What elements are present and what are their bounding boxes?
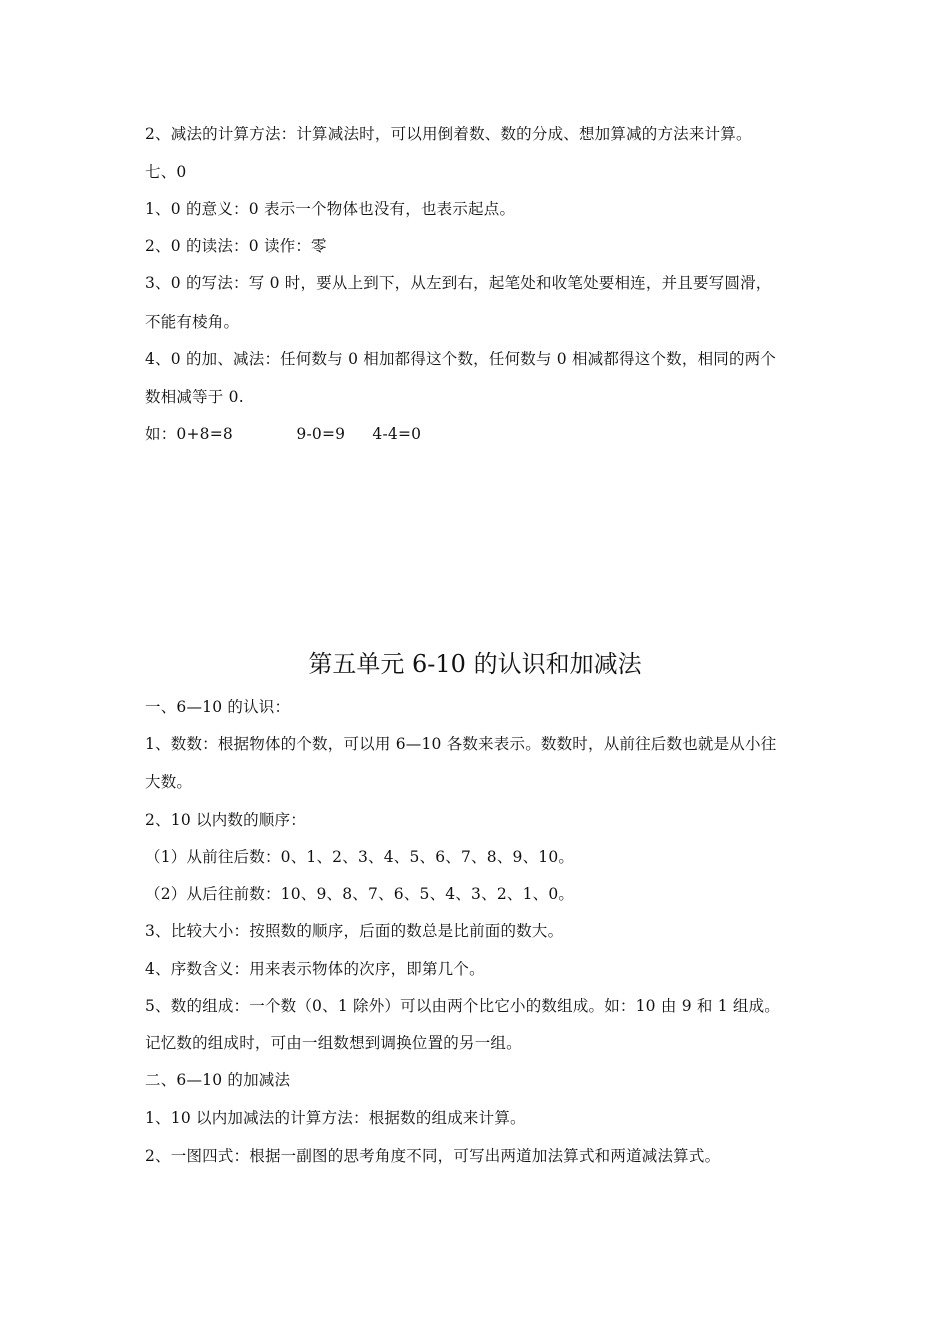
text-line: 2、一图四式：根据一副图的思考角度不同，可写出两道加法算式和两道减法算式。 bbox=[145, 1147, 721, 1165]
text-line: （2）从后往前数：10、9、8、7、6、5、4、3、2、1、0。 bbox=[145, 885, 575, 903]
example-equation: 4-4=0 bbox=[372, 425, 422, 443]
section-heading-zero: 七、0 bbox=[145, 163, 187, 181]
text-line: 数相减等于 0. bbox=[145, 388, 244, 406]
section-heading: 二、6—10 的加减法 bbox=[145, 1071, 291, 1089]
text-line: 记忆数的组成时，可由一组数想到调换位置的另一组。 bbox=[145, 1034, 522, 1052]
text-line: 3、比较大小：按照数的顺序，后面的数总是比前面的数大。 bbox=[145, 922, 564, 940]
text-line: 2、10 以内数的顺序： bbox=[145, 811, 306, 829]
text-line: 大数。 bbox=[145, 773, 193, 791]
text-line: 1、0 的意义：0 表示一个物体也没有，也表示起点。 bbox=[145, 200, 516, 218]
text-line: 4、序数含义：用来表示物体的次序，即第几个。 bbox=[145, 960, 485, 978]
text-line: 不能有棱角。 bbox=[145, 313, 240, 331]
text-line: 2、0 的读法：0 读作：零 bbox=[145, 237, 327, 255]
text-line: 5、数的组成：一个数（0、1 除外）可以由两个比它小的数组成。如：10 由 9 和 1 组成。 bbox=[145, 997, 780, 1015]
text-line: 1、数数：根据物体的个数，可以用 6—10 各数来表示。数数时，从前往后数也就是从小往 bbox=[145, 735, 777, 753]
example-label: 如： bbox=[145, 425, 177, 443]
unit-title: 第五单元 6-10 的认识和加减法 bbox=[308, 650, 642, 678]
text-line: 2、减法的计算方法：计算减法时，可以用倒着数、数的分成、想加算减的方法来计算。 bbox=[145, 125, 752, 143]
text-line: 3、0 的写法：写 0 时，要从上到下，从左到右，起笔处和收笔处要相连，并且要写圆滑， bbox=[145, 274, 772, 292]
text-line: 4、0 的加、减法：任何数与 0 相加都得这个数，任何数与 0 相减都得这个数，相同的两个 bbox=[145, 350, 777, 368]
text-line: （1）从前往后数：0、1、2、3、4、5、6、7、8、9、10。 bbox=[145, 848, 575, 866]
example-equation: 9-0=9 bbox=[296, 425, 346, 443]
example-line bbox=[145, 424, 421, 444]
section-heading: 一、6—10 的认识： bbox=[145, 698, 291, 716]
text-line: 1、10 以内加减法的计算方法：根据数的组成来计算。 bbox=[145, 1109, 526, 1127]
example-equation: 0+8=8 bbox=[176, 425, 233, 443]
